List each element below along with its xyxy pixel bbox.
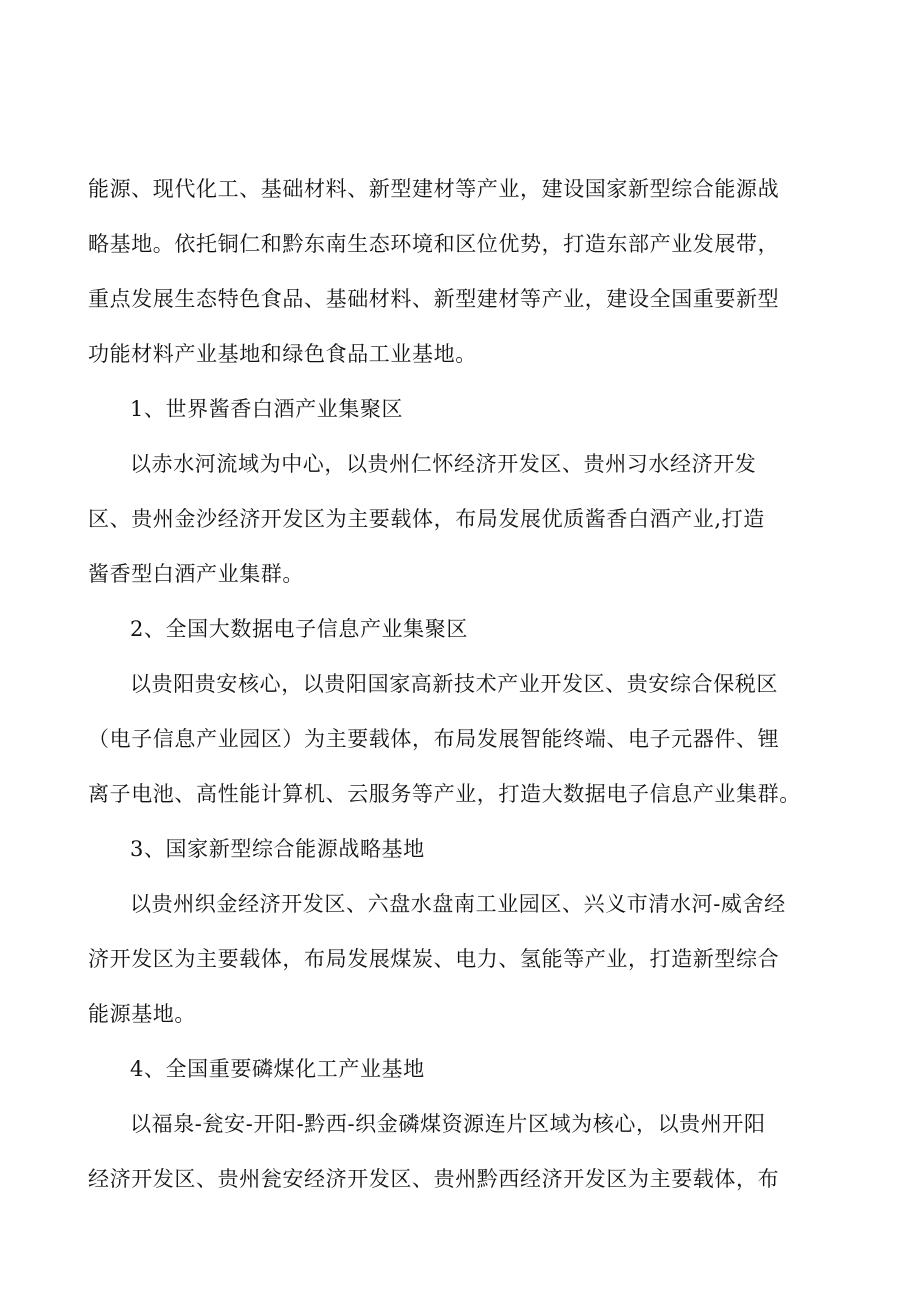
text-line: 能源、现代化工、基础材料、新型建材等产业，建设国家新型综合能源战 [88,177,780,201]
text-line: 以贵阳贵安核心，以贵阳国家高新技术产业开发区、贵安综合保税区 [130,672,778,696]
text-line: 重点发展生态特色食品、基础材料、新型建材等产业，建设全国重要新型 [88,287,780,311]
text-line: 略基地。依托铜仁和黔东南生态环境和区位优势，打造东部产业发展带， [88,232,780,256]
text-line: 经济开发区、贵州瓮安经济开发区、贵州黔西经济开发区为主要载体，布 [88,1167,780,1191]
section-heading: 3、国家新型综合能源战略基地 [130,837,425,861]
text-line: 功能材料产业基地和绿色食品工业基地。 [88,342,477,366]
section-heading: 1、世界酱香白酒产业集聚区 [130,397,404,421]
text-line: 酱香型白酒产业集群。 [88,562,304,586]
text-line: 济开发区为主要载体，布局发展煤炭、电力、氢能等产业，打造新型综合 [88,947,780,971]
text-line: 以福泉-瓮安-开阳-黔西-织金磷煤资源连片区域为核心，以贵州开阳 [130,1112,766,1136]
text-line: 区、贵州金沙经济开发区为主要载体，布局发展优质酱香白酒产业,打造 [88,507,765,531]
text-line: 以赤水河流域为中心，以贵州仁怀经济开发区、贵州习水经济开发 [130,452,757,476]
section-heading: 2、全国大数据电子信息产业集聚区 [130,617,468,641]
text-line: 能源基地。 [88,1002,196,1026]
text-line: 以贵州织金经济开发区、六盘水盘南工业园区、兴义市清水河-威舍经 [130,892,786,916]
text-line: 离子电池、高性能计算机、云服务等产业，打造大数据电子信息产业集群。 [88,782,801,806]
text-line: （电子信息产业园区）为主要载体，布局发展智能终端、电子元器件、锂 [88,727,780,751]
section-heading: 4、全国重要磷煤化工产业基地 [130,1057,425,1081]
